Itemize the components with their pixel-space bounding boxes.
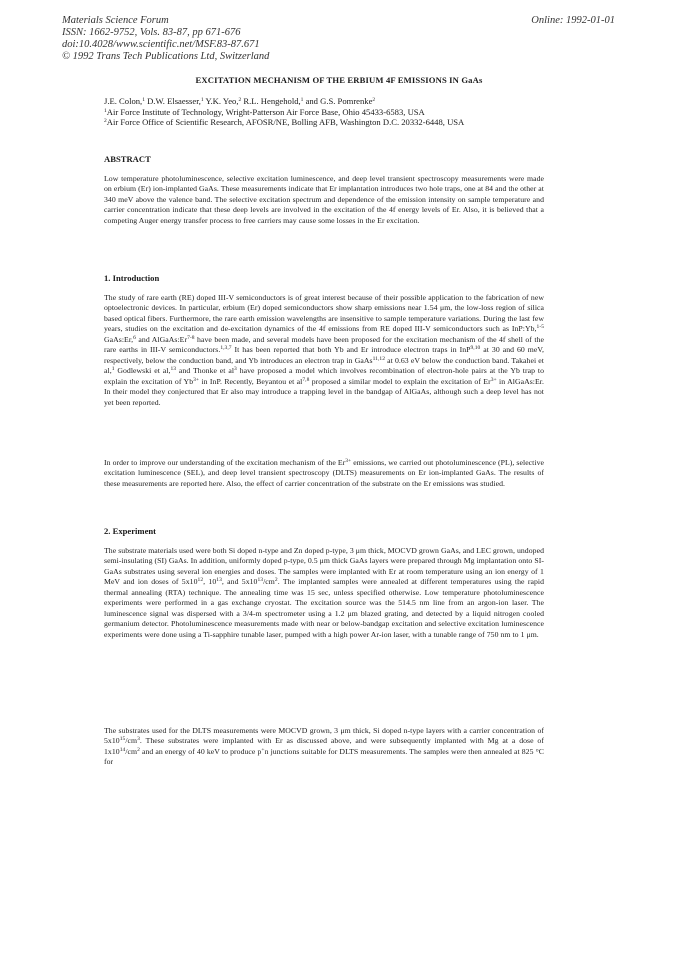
journal-meta: [62, 15, 269, 63]
affiliation-1: $^1$Air Force Institute of Technology, Wright-Patterson Air Force Base, Ohio 45433-6583, USA: [104, 106, 425, 117]
abstract-paragraph: Low temperature photoluminescence, selective excitation luminescence, and deep level transient spectroscopy measurements were made on erbium (Er) ion-implanted GaAs. These measurements indicate that Er implantation introduces two hole traps, one at 84 and the other at 340 meV above the valence band. The selective excitation spectrum and dependence of the emission intensity on sample temperature and carrier concentration indicate that these deep levels are involved in the excitation of the 4f energy levels of Er. Also, it is believed that a competing Auger energy transfer process to free carriers may cause some losses in the Er excitation.: [104, 174, 544, 225]
journal-copyright: © 1992 Trans Tech Publications Ltd, Switzerland: [62, 51, 270, 62]
introduction-heading: 1. Introduction: [104, 273, 160, 283]
introduction-paragraph-2: In order to improve our understanding of the excitation mechanism of the $Er^{3+}$ emissions, we carried out photoluminescence (PL), selective excitation luminescence (SEL), and deep level transient spectroscopy (DLTS) measurements on Er ion-implanted GaAs. The results of these measurements are reported here. Also, the effect of carrier concentration of the substrate on the Er emissions was studied.: [104, 458, 544, 488]
online-date: Online: 1992-01-01: [531, 15, 615, 26]
experiment-paragraph-1: The substrate materials used were both Si doped n-type and Zn doped p-type, 3 μm thick, MOCVD grown GaAs, and LEC grown, undoped semi-insulating (SI) GaAs. In addition, uniformly doped p-type, 0.5 μm thick GaAs layers were prepared through Mg implantation onto SI-GaAs substrates using several ion energies and doses. The samples were implanted with Er at room temperature using an ion energy of 1 MeV and ion doses of $5x10^{12}$, $10^{13}$, and $5x10^{13}/cm^2$. The implanted samples were annealed at different temperatures using the rapid thermal annealing (RTA) technique. The annealing time was 15 sec, unless specified otherwise. Low temperature photoluminescence experiments were performed in a gas exchange cryostat. The excitation source was the 514.5 nm line from an argon-ion laser. The luminescence signal was dispersed with a 3/4-m spectrometer using a 1.2 μm blazed grating, and detected by a liquid nitrogen cooled germanium detector. Photoluminescence measurements made with near or below-bandgap excitation and selective excitation luminescence experiments were done using a Ti-sapphire tunable laser, pumped with a high power Ar-ion laser, with a tunable range of 750 nm to 1 μm.: [104, 546, 545, 639]
affiliation-2: $^2$Air Force Office of Scientific Research, AFOSR/NE, Bolling AFB, Washington D.C. 20332-6448, USA: [104, 117, 465, 128]
author-block: [104, 96, 464, 128]
paper-title: EXCITATION MECHANISM OF THE ERBIUM 4F EMISSIONS IN GaAs: [195, 75, 483, 85]
journal-name: Materials Science Forum: [62, 15, 169, 26]
experiment-paragraph-2: The substrates used for the DLTS measurements were MOCVD grown, 3 μm thick, Si doped n-type layers with a carrier concentration of $5x10^{15}/cm^3$. These substrates were implanted with Er as discussed above, and were subsequently implanted with Mg at a dose of $1x10^{14}/cm^2$ and an energy of 40 keV to produce p+n junctions suitable for DLTS measurements. The samples were then annealed at 825 °C for: [104, 726, 544, 767]
journal-doi: doi:10.4028/www.scientific.net/MSF.83-87.671: [62, 39, 260, 50]
experiment-heading: 2. Experiment: [104, 526, 157, 536]
abstract-heading: ABSTRACT: [104, 154, 151, 164]
journal-issn: ISSN: 1662-9752, Vols. 83-87, pp 671-676: [62, 27, 241, 38]
author-list: J.E. Colon,$^1$ D.W. Elsaesser,$^1$ Y.K. Yeo,$^2$ R.L. Hengehold,$^1$ and G.S. Pomrenke$^2$: [104, 96, 376, 106]
abstract-text: [104, 174, 544, 226]
introduction-paragraph-1: The study of rare earth (RE) doped III-V semiconductors is of great interest because of their possible application to the fabrication of new optoelectronic devices. In particular, erbium (Er) doped semiconductors show sharp emissions near 1.54 μm, the low-loss region of silica based optical fibers. Furthermore, the rare earth emission wavelengths are insensitive to sample temperature variations. During the last few years, studies on the excitation and de-excitation dynamics of the 4f emissions from RE doped III-V semiconductors such as InP:Yb,$^{1-5}$ GaAs:Er,$^6$ and AlGaAs:Er$^{7-8}$ have been made, and several models have been proposed for the excitation mechanism of the 4f shell of the rare earths in III-V semiconductors.$^{1,3,7}$ It has been reported that both Yb and Er introduce electron traps in InP$^{9,10}$ at 30 and 60 meV, respectively, below the conduction band, and Yb introduces an electron trap in GaAs$^{11,12}$ at 0.63 eV below the conduction band. Takahei et al,$^1$ Godlewski et al,$^{13}$ and Thonke et $al^3$ have proposed a model which involves recombination of electron-hole pairs at the Yb trap to explain the excitation of $Yb^{3+}$ in InP. Recently, Beyantou et al$^{7,8}$ proposed a similar model to explain the excitation of $Er^{3+}$ in AlGaAs:Er. In their model they conjectured that Er also may introduce a trapping level in the bandgap of AlGaAs, although such a deep level has not yet been reported.: [104, 293, 545, 407]
